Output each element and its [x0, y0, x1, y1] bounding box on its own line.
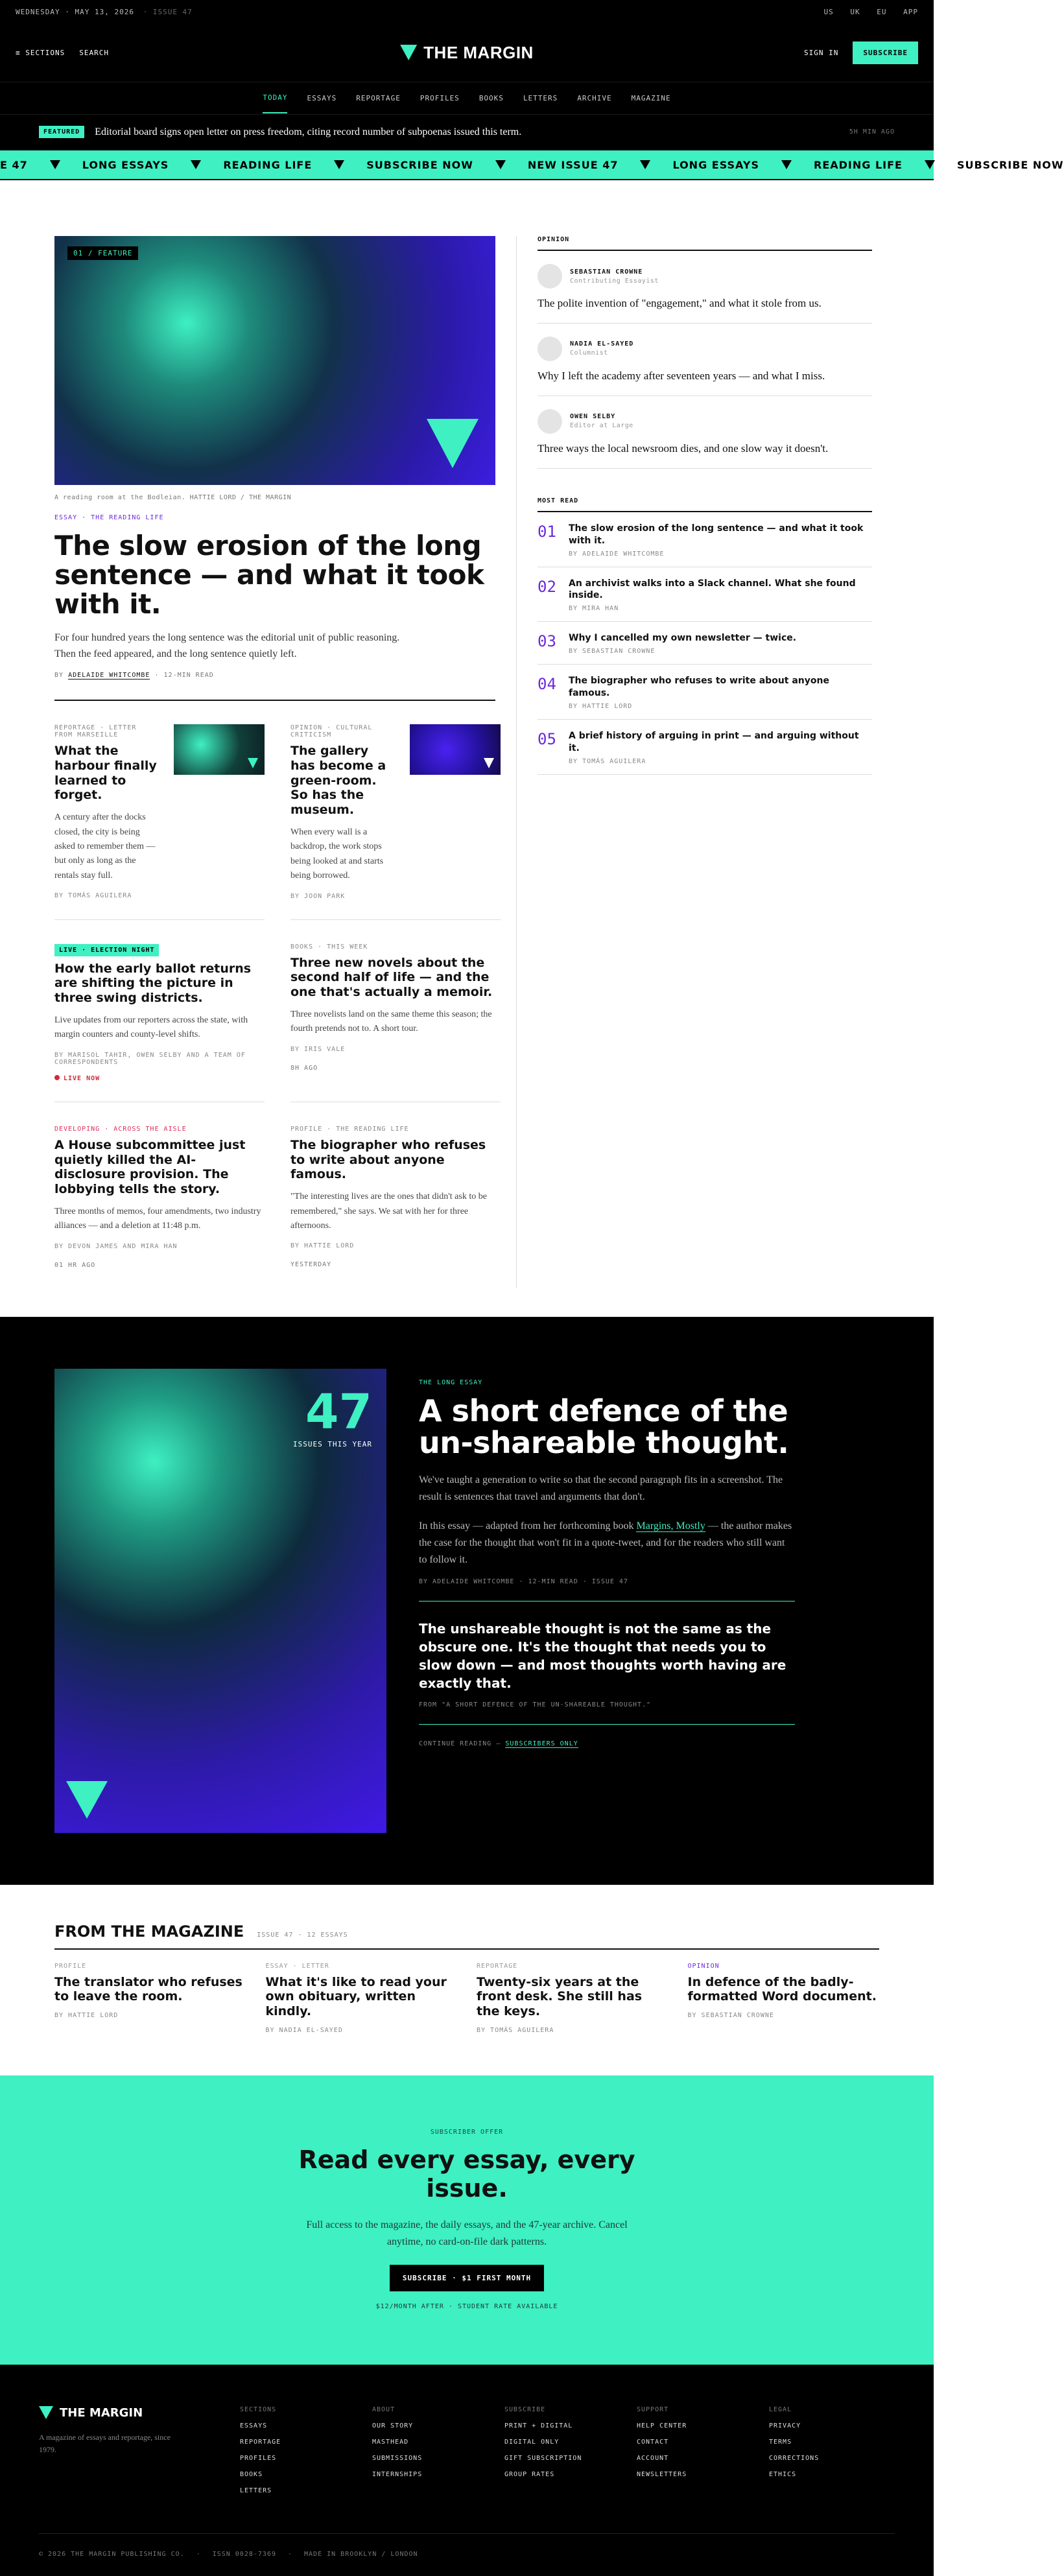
footer-heading: ABOUT	[372, 2405, 396, 2413]
opinion-title[interactable]: Three ways the local newsroom dies, and one slow way it doesn't.	[538, 442, 829, 455]
story-card[interactable]	[54, 701, 265, 920]
card-byline: BY TOMÁS AGUILERA	[54, 892, 132, 900]
footer-link[interactable]: TERMS	[769, 2438, 792, 2446]
hero-caption: A reading room at the Bodleian. HATTIE LORD / THE MARGIN	[54, 494, 292, 501]
sign-in-link[interactable]: SIGN IN	[804, 48, 839, 57]
top-bar	[0, 0, 934, 23]
long-essay-kicker: THE LONG ESSAY	[419, 1378, 483, 1386]
footer-bottom	[39, 2533, 895, 2558]
card-kicker: BOOKS · THIS WEEK	[290, 943, 368, 951]
ticker-item[interactable]: READING LIFE	[814, 159, 957, 171]
subscribe-fine-print: $12/MONTH AFTER · STUDENT RATE AVAILABLE	[375, 2302, 558, 2310]
card-kicker: REPORTAGE · LETTER FROM MARSEILLE	[54, 724, 137, 739]
card-title[interactable]: The gallery has become a green-room. So has the museum.	[290, 744, 386, 818]
long-essay-section	[0, 1317, 934, 1885]
nav-today[interactable]: TODAY	[263, 83, 287, 113]
edition-uk[interactable]: UK	[850, 7, 860, 16]
opinion-author: SEBASTIAN CROWNE	[570, 268, 643, 276]
footer-column-support	[637, 2406, 763, 2494]
ticker-triangle-icon	[334, 160, 344, 169]
magazine-title[interactable]: In defence of the badly-formatted Word document.	[687, 1974, 877, 2004]
story-card[interactable]	[290, 920, 501, 1102]
issn: ISSN 0028-7369	[212, 2550, 276, 2558]
most-read-byline: BY HATTIE LORD	[569, 703, 633, 711]
most-read-heading: MOST READ	[538, 497, 872, 512]
magazine-item[interactable]	[54, 1963, 246, 2034]
most-read-item[interactable]	[538, 567, 872, 622]
card-body: When every wall is a backdrop, the work stops being looked at and starts being borrowed.	[290, 827, 384, 881]
long-essay-body: In this essay — adapted from her forthcoming book Margins, Mostly — the author makes the case for the thought that won't fit in a quote-tweet, and for the readers who still want to follow it.	[419, 1520, 792, 1565]
separator: ·	[287, 2550, 293, 2558]
hero-title[interactable]: The slow erosion of the long sentence — and what it took with it.	[54, 530, 484, 620]
footer-link[interactable]: LETTERS	[240, 2487, 272, 2494]
ticker-item[interactable]: LONG ESSAYS	[82, 159, 224, 171]
card-byline: BY JOON PARK	[290, 892, 346, 900]
edition-eu[interactable]: EU	[877, 7, 887, 16]
most-read-rank: 05	[538, 730, 556, 749]
issue-count: 47	[305, 1384, 372, 1440]
card-thumbnail[interactable]	[410, 724, 501, 775]
card-time: YESTERDAY	[290, 1261, 332, 1269]
card-byline: BY MARISOL TAHIR, OWEN SELBY AND A TEAM OF CORRESPONDENTS	[54, 1051, 246, 1066]
most-read-byline: BY TOMÁS AGUILERA	[569, 757, 646, 765]
footer-link[interactable]: REPORTAGE	[240, 2438, 281, 2446]
avatar	[538, 409, 562, 434]
card-byline: BY DEVON JAMES AND MIRA HAN	[54, 1242, 178, 1250]
pull-quote: The unshareable thought is not the same as the obscure one. It's the thought that needs you to slow down — and most thoughts worth having are exactly that.	[419, 1621, 786, 1692]
card-thumbnail[interactable]	[174, 724, 265, 775]
long-essay-triangle-icon	[66, 1781, 108, 1819]
nav-essays[interactable]: ESSAYS	[307, 94, 337, 102]
most-read-title[interactable]: The slow erosion of the long sentence — and what it took with it.	[569, 523, 864, 546]
featured-badge: FEATURED	[39, 126, 84, 138]
magazine-title[interactable]: Twenty-six years at the front desk. She still has the keys.	[477, 1974, 643, 2019]
footer-heading: SUBSCRIBE	[504, 2405, 546, 2413]
subscribe-offer-button[interactable]: SUBSCRIBE · $1 FIRST MONTH	[390, 2265, 544, 2291]
footer-link[interactable]: PRINT + DIGITAL	[504, 2422, 573, 2429]
separator: ·	[196, 2550, 201, 2558]
footer-column-subscribe	[504, 2406, 630, 2494]
magazine-title[interactable]: What it's like to read your own obituary, written kindly.	[265, 1974, 447, 2019]
magazine-issue: ISSUE 47 · 12 ESSAYS	[257, 1931, 348, 1939]
magazine-kicker: OPINION	[687, 1962, 720, 1970]
card-title[interactable]: A House subcommittee just quietly killed the AI-disclosure provision. The lobbying tells the story.	[54, 1137, 246, 1197]
opinion-role: Columnist	[570, 349, 608, 357]
magazine-byline: BY TOMÁS AGUILERA	[477, 2027, 554, 2035]
ticker-item[interactable]: E 47	[0, 159, 82, 171]
main-content	[0, 236, 934, 1288]
card-time: 8H AGO	[290, 1064, 318, 1072]
card-title[interactable]: Three new novels about the second half of life — and the one that's actually a memoir.	[290, 955, 493, 1000]
opinion-title[interactable]: The polite invention of "engagement," and what it stole from us.	[538, 297, 822, 309]
footer-link[interactable]: ACCOUNT	[637, 2454, 669, 2462]
most-read-byline: BY MIRA HAN	[569, 605, 619, 613]
hero-byline: BY ADELAIDE WHITCOMBE · 12-MIN READ	[54, 672, 214, 679]
most-read-byline: BY SEBASTIAN CROWNE	[569, 648, 656, 656]
main-nav	[0, 82, 934, 114]
footer-link[interactable]: GIFT SUBSCRIPTION	[504, 2454, 582, 2462]
most-read-rank: 03	[538, 632, 556, 651]
hero-tag: 01 / FEATURE	[67, 246, 138, 260]
magazine-kicker: REPORTAGE	[477, 1962, 518, 1970]
made-in: MADE IN BROOKLYN / LONDON	[304, 2550, 418, 2558]
logo-triangle-icon	[400, 45, 417, 60]
ticker	[0, 149, 1064, 180]
footer-column-sections	[240, 2406, 366, 2494]
most-read-item[interactable]	[538, 512, 872, 567]
story-card[interactable]	[54, 1102, 265, 1288]
live-badge: LIVE · ELECTION NIGHT	[54, 944, 159, 956]
ticker-triangle-icon	[50, 160, 60, 169]
subscribe-section	[0, 2075, 934, 2365]
long-essay-image[interactable]	[54, 1369, 386, 1833]
subscribe-button[interactable]: SUBSCRIBE	[853, 41, 918, 64]
opinion-role: Contributing Essayist	[570, 277, 659, 285]
card-body: Three novelists land on the same theme this season; the fourth pretends not to. A short tour.	[290, 1009, 492, 1034]
triangle-icon	[248, 758, 258, 768]
avatar	[538, 337, 562, 361]
subscribe-body: Full access to the magazine, the daily essays, and the 47-year archive. Cancel anytime, no card-on-file dark patterns.	[306, 2219, 628, 2248]
ticker-item[interactable]: SUBSCRIBE NOW	[956, 158, 1064, 171]
column-divider	[516, 236, 517, 1288]
long-essay-rule	[419, 1724, 795, 1725]
card-kicker: PROFILE · THE READING LIFE	[290, 1125, 409, 1133]
footer-link[interactable]: ESSAYS	[240, 2422, 268, 2429]
hero-dek: For four hundred years the long sentence was the editorial unit of public reasoning. Then the feed appeared, and the long sentence quietly left.	[54, 632, 400, 660]
footer-link[interactable]: CONTACT	[637, 2438, 669, 2446]
footer-link[interactable]: GROUP RATES	[504, 2470, 555, 2478]
most-read-rank: 01	[538, 522, 556, 541]
footer-link[interactable]: MASTHEAD	[372, 2438, 409, 2446]
most-read-title[interactable]: The biographer who refuses to write about anyone famous.	[569, 676, 829, 699]
site-logo[interactable]	[400, 43, 534, 63]
magazine-kicker: PROFILE	[54, 1962, 87, 1970]
card-time: 01 HR AGO	[54, 1261, 96, 1269]
footer-link[interactable]: HELP CENTER	[637, 2422, 687, 2429]
opinion-author: NADIA EL-SAYED	[570, 340, 634, 348]
magazine-byline: BY HATTIE LORD	[54, 2012, 119, 2020]
footer-link[interactable]: PROFILES	[240, 2454, 277, 2462]
magazine-heading: FROM THE MAGAZINE	[54, 1922, 244, 1941]
hero-author-link[interactable]: ADELAIDE WHITCOMBE	[68, 672, 150, 679]
most-read-rank: 04	[538, 675, 556, 694]
footer-link[interactable]: NEWSLETTERS	[637, 2470, 687, 2478]
footer-link[interactable]: BOOKS	[240, 2470, 263, 2478]
card-body: Three months of memos, four amendments, two industry alliances — and a deletion at 11:48 p.m.	[54, 1206, 261, 1231]
nav-books[interactable]: BOOKS	[479, 94, 504, 102]
pull-quote-source: FROM "A SHORT DEFENCE OF THE UN-SHAREABLE THOUGHT."	[419, 1701, 652, 1709]
most-read-title[interactable]: An archivist walks into a Slack channel. What she found inside.	[569, 578, 856, 601]
long-essay-intro: We've taught a generation to write so that the second paragraph fits in a screenshot. The result is sentences that travel and arguments that don't.	[419, 1474, 783, 1502]
subscribers-only-link[interactable]: SUBSCRIBERS ONLY	[505, 1740, 578, 1748]
long-essay-title[interactable]: A short defence of the un-shareable thought.	[419, 1393, 789, 1460]
magazine-title[interactable]: The translator who refuses to leave the room.	[54, 1974, 242, 2004]
most-read-item[interactable]	[538, 720, 872, 775]
ticker-triangle-icon	[640, 160, 650, 169]
magazine-item[interactable]	[477, 1963, 668, 2034]
card-body: A century after the docks closed, the city is being asked to remember them — but only as long as the rentals stay full.	[54, 812, 156, 880]
site-footer	[0, 2365, 934, 2576]
footer-logo[interactable]: THE MARGIN	[39, 2406, 233, 2420]
opinion-item[interactable]	[538, 324, 872, 396]
card-title[interactable]: How the early ballot returns are shifting the picture in three swing districts.	[54, 961, 252, 1006]
featured-time: 5H MIN AGO	[849, 128, 895, 136]
copyright: © 2026 THE MARGIN PUBLISHING CO.	[39, 2550, 185, 2558]
most-read-item[interactable]	[538, 622, 872, 665]
opinion-role: Editor at Large	[570, 422, 633, 430]
footer-column-legal	[769, 2406, 895, 2494]
card-kicker: DEVELOPING · ACROSS THE AISLE	[54, 1125, 187, 1133]
hero-triangle-icon	[427, 419, 479, 468]
magazine-byline: BY SEBASTIAN CROWNE	[687, 2012, 774, 2020]
card-body: Live updates from our reporters across the state, with margin counters and county-level shifts.	[54, 1015, 248, 1040]
footer-heading: SUPPORT	[637, 2405, 669, 2413]
most-read-title[interactable]: A brief history of arguing in print — and arguing without it.	[569, 731, 859, 753]
edition-us[interactable]: US	[823, 7, 834, 16]
logo-triangle-icon	[39, 2406, 53, 2419]
magazine-byline: BY NADIA EL-SAYED	[265, 2027, 343, 2035]
nav-reportage[interactable]: REPORTAGE	[356, 94, 401, 102]
site-header	[0, 23, 934, 82]
magazine-section	[0, 1885, 934, 2075]
most-read-title[interactable]: Why I cancelled my own newsletter — twice.	[569, 633, 797, 644]
ticker-triangle-icon	[495, 160, 506, 169]
ticker-item[interactable]: SUBSCRIBE NOW	[366, 159, 528, 171]
footer-link[interactable]: SUBMISSIONS	[372, 2454, 423, 2462]
featured-banner[interactable]	[0, 114, 934, 149]
hero-kicker[interactable]: ESSAY · THE READING LIFE	[54, 514, 164, 521]
most-read-item[interactable]	[538, 665, 872, 720]
nav-magazine[interactable]: MAGAZINE	[631, 94, 671, 102]
ticker-item[interactable]: LONG ESSAYS	[672, 159, 814, 171]
nav-letters[interactable]: LETTERS	[523, 94, 558, 102]
opinion-item[interactable]	[538, 251, 872, 324]
subscribe-kicker: SUBSCRIBER OFFER	[430, 2129, 504, 2136]
card-body: "The interesting lives are the ones that didn't ask to be remembered," she says. We sat with her for three afternoons.	[290, 1192, 487, 1231]
footer-link[interactable]: PRIVACY	[769, 2422, 801, 2429]
ticker-item[interactable]: NEW ISSUE 47	[528, 159, 673, 171]
live-now-indicator: LIVE NOW	[54, 1075, 265, 1082]
story-card[interactable]	[290, 701, 501, 920]
continue-reading: CONTINUE READING — SUBSCRIBERS ONLY	[419, 1740, 578, 1748]
ticker-triangle-icon	[925, 160, 935, 169]
card-byline: BY HATTIE LORD	[290, 1242, 355, 1250]
left-column	[54, 236, 495, 1288]
card-kicker: OPINION · CULTURAL CRITICISM	[290, 724, 373, 739]
card-title[interactable]: What the harbour finally learned to forget.	[54, 744, 157, 803]
footer-description: A magazine of essays and reportage, since 1979.	[39, 2432, 171, 2454]
sections-button[interactable]: ≡ SECTIONS	[16, 48, 65, 57]
footer-link[interactable]: DIGITAL ONLY	[504, 2438, 560, 2446]
magazine-item[interactable]	[266, 1963, 458, 2034]
logo-text: THE MARGIN	[423, 42, 534, 62]
footer-link[interactable]: ETHICS	[769, 2470, 797, 2478]
ticker-item[interactable]: READING LIFE	[223, 159, 366, 171]
footer-heading: SECTIONS	[240, 2405, 277, 2413]
subscribe-title: Read every essay, every issue.	[298, 2145, 635, 2203]
featured-headline[interactable]: Editorial board signs open letter on press freedom, citing record number of subpoenas issued this term.	[95, 126, 522, 137]
ticker-triangle-icon	[191, 160, 201, 169]
book-link[interactable]: Margins, Mostly	[636, 1520, 705, 1532]
story-card[interactable]	[54, 920, 265, 1102]
story-card[interactable]	[290, 1102, 501, 1288]
long-essay-byline: BY ADELAIDE WHITCOMBE · 12-MIN READ · ISSUE 47	[419, 1578, 628, 1586]
footer-heading: LEGAL	[769, 2405, 792, 2413]
opinion-author: OWEN SELBY	[570, 413, 616, 421]
opinion-title[interactable]: Why I left the academy after seventeen years — and what I miss.	[538, 369, 825, 382]
hero-image[interactable]	[54, 236, 495, 485]
most-read-byline: BY ADELAIDE WHITCOMBE	[569, 550, 665, 558]
magazine-item[interactable]	[688, 1963, 880, 2034]
most-read-rank: 02	[538, 577, 556, 596]
footer-column-about	[372, 2406, 498, 2494]
footer-link[interactable]: OUR STORY	[372, 2422, 414, 2429]
magazine-kicker: ESSAY · LETTER	[265, 1962, 329, 1970]
story-grid	[54, 701, 495, 1288]
app-link[interactable]: APP	[903, 7, 918, 16]
opinion-heading: OPINION	[538, 236, 872, 251]
nav-profiles[interactable]: PROFILES	[420, 94, 460, 102]
search-button[interactable]: SEARCH	[79, 48, 109, 57]
avatar	[538, 264, 562, 289]
footer-link[interactable]: INTERNSHIPS	[372, 2470, 423, 2478]
triangle-icon	[484, 758, 494, 768]
issue-label: · ISSUE 47	[143, 7, 193, 16]
ticker-triangle-icon	[781, 160, 792, 169]
date-label: WEDNESDAY · MAY 13, 2026	[16, 7, 134, 16]
nav-archive[interactable]: ARCHIVE	[577, 94, 612, 102]
opinion-item[interactable]	[538, 396, 872, 469]
card-title[interactable]: The biographer who refuses to write about anyone famous.	[290, 1137, 486, 1182]
card-byline: BY IRIS VALE	[290, 1045, 346, 1053]
right-column	[538, 236, 872, 1288]
footer-link[interactable]: CORRECTIONS	[769, 2454, 820, 2462]
issue-count-label: ISSUES THIS YEAR	[293, 1439, 372, 1448]
